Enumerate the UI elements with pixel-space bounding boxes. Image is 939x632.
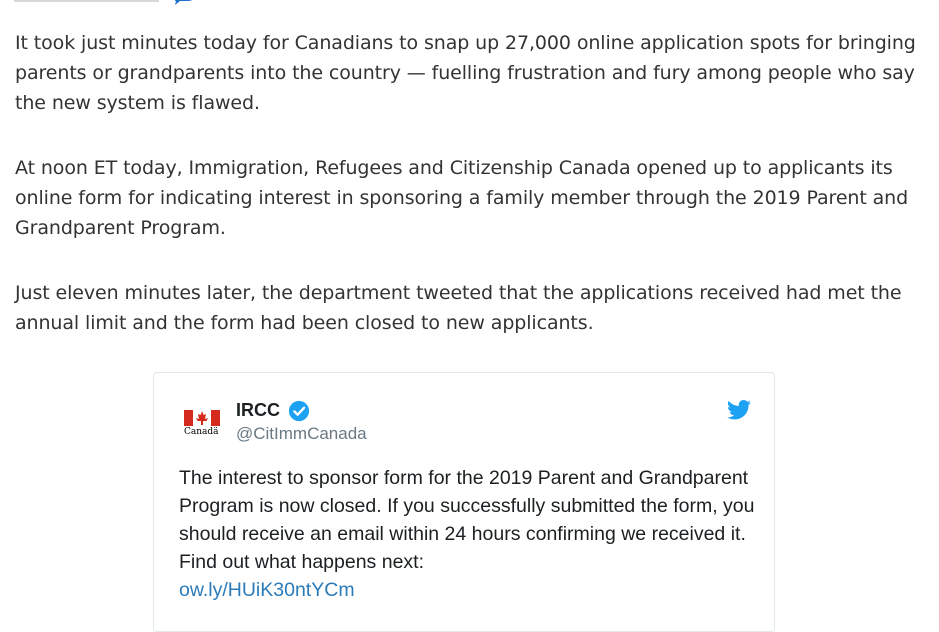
verified-badge-icon — [288, 400, 310, 422]
tweet-body: The interest to sponsor form for the 2019 Parent and Grandparent Program is now closed. If you successfully submitted the form, you should receive an email within 24 hours confirming we received it. Find out what happens next: — [179, 467, 755, 573]
article-paragraph-1: It took just minutes today for Canadians to snap up 27,000 online application spots for bringing parents or grandparents into the country — fuelling frustration and fury among people who say the new system is flawed. — [15, 32, 916, 114]
article-paragraph-3: Just eleven minutes later, the department tweeted that the applications received had met the annual limit and the form had been closed to new applicants. — [15, 282, 902, 334]
embedded-tweet[interactable] — [153, 372, 775, 632]
tweet-text — [179, 464, 759, 604]
tweet-link[interactable]: ow.ly/HUiK30ntYCm — [179, 579, 355, 601]
avatar-wordmark: Canadä — [184, 427, 219, 437]
twitter-bird-icon[interactable] — [727, 400, 751, 420]
canada-flag-icon — [184, 407, 224, 429]
article-paragraph-2: At noon ET today, Immigration, Refugees and Citizenship Canada opened up to applicants its online form for indicating interest in sponsoring a family member through the 2019 Parent and Grandparent Program. — [15, 157, 909, 239]
tweet-author-name[interactable]: IRCC — [236, 400, 280, 420]
article-body — [15, 28, 920, 373]
top-divider — [14, 0, 159, 2]
comment-icon[interactable] — [172, 0, 196, 6]
tweet-author-handle[interactable]: @CitImmCanada — [236, 424, 367, 443]
avatar[interactable] — [182, 405, 222, 441]
